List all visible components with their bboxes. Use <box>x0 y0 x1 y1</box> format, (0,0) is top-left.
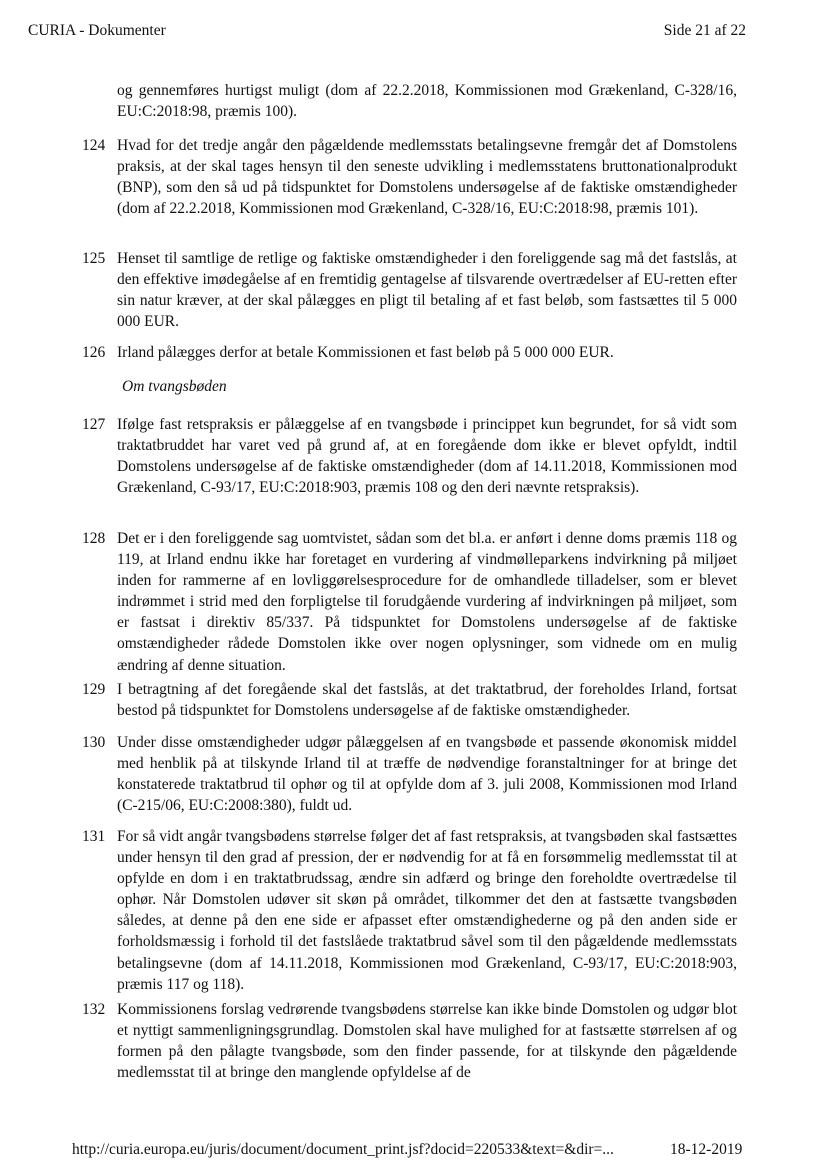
paragraph-text: Kommissionens forslag vedrørende tvangsbødens størrelse kan ikke binde Domstolen og udgør blot et nyttigt sammenligningsgrundlag. Domstolen skal have mulighed for at fastsætte størrelsen af og formen på den pålagte tvangsbøde, som den finder passende, for at tilskynde den pågældende medlemsstat til at bringe den manglende opfyldelse af de <box>117 1001 737 1082</box>
paragraph-number: 132 <box>82 1001 106 1018</box>
paragraph-number: 129 <box>82 681 106 698</box>
paragraph-text: Irland pålægges derfor at betale Kommissionen et fast beløb på 5 000 000 EUR. <box>117 344 614 361</box>
paragraph-text: Hvad for det tredje angår den pågældende medlemsstats betalingsevne fremgår det af Domstolens praksis, at der skal tages hensyn til den seneste udvikling i medlemsstatens bruttonationalprodukt (BNP), som den så ud på tidspunktet for Domstolens undersøgelse af de faktiske omstændigheder (dom af 22.2.2018, Kommissionen mod Grækenland, C-328/16, EU:C:2018:98, præmis 101). <box>117 137 737 218</box>
paragraph-text: I betragtning af det foregående skal det fastslås, at det traktatbrud, der foreholdes Irland, fortsat bestod på tidspunktet for Domstolens undersøgelse af de faktiske omstændigheder. <box>117 681 737 720</box>
paragraph-number: 131 <box>82 828 106 845</box>
paragraph-number: 124 <box>82 137 106 154</box>
section-subheading: Om tvangsbøden <box>122 378 227 395</box>
intro-paragraph: og gennemføres hurtigst muligt (dom af 22.2.2018, Kommissionen mod Grækenland, C-328/16, EU:C:2018:98, præmis 100). <box>117 82 737 121</box>
footer-url: http://curia.europa.eu/juris/document/document_print.jsf?docid=220533&text=&dir=... <box>72 1141 614 1158</box>
paragraph-text: Det er i den foreliggende sag uomtvistet, sådan som det bl.a. er anført i denne doms præmis 118 og 119, at Irland endnu ikke har foretaget en vurdering af vindmølleparkens indvirkning på miljøet inden for rammerne af en lovliggørelsesprocedure for de omhandlede tilladelser, som er blevet indrømmet i strid med den forpligtelse til forudgående vurdering af indvirkningen på miljøet, som er fastsat i direktiv 85/337. På tidspunktet for Domstolens undersøgelse af de faktiske omstændigheder rådede Domstolen ikke over nogen oplysninger, som vidnede om en mulig ændring af denne situation. <box>117 530 737 674</box>
paragraph-number: 128 <box>82 530 106 547</box>
footer-date: 18-12-2019 <box>670 1141 743 1158</box>
paragraph-text: For så vidt angår tvangsbødens størrelse følger det af fast retspraksis, at tvangsbøden skal fastsættes under hensyn til den grad af pression, der er nødvendig for at få en forsømmelig medlemsstat til at opfylde en dom i en traktatbrudssag, ændre sin adfærd og bringe den foreholdte overtrædelse til ophør. Når Domstolen udøver sit skøn på området, tilkommer det den at fastsætte tvangsbøden således, at denne på den ene side er afpasset efter omstændighederne og på den anden side er forholdsmæssig i forhold til det fastslåede traktatbrud såvel som til den pågældende medlemsstats betalingsevne (dom af 14.11.2018, Kommissionen mod Grækenland, C-93/17, EU:C:2018:903, præmis 117 og 118). <box>117 828 737 993</box>
paragraph-number: 130 <box>82 734 106 751</box>
paragraph-number: 126 <box>82 344 106 361</box>
header-title: CURIA - Dokumenter <box>28 22 166 39</box>
paragraph-number: 125 <box>82 250 106 267</box>
paragraph-number: 127 <box>82 416 106 433</box>
paragraph-text: Henset til samtlige de retlige og faktiske omstændigheder i den foreliggende sag må det fastslås, at den effektive imødegåelse af en fremtidig gentagelse af tilsvarende overtrædelser af EU-retten efter sin natur kræver, at der skal pålægges en pligt til betaling af et fast beløb, som fastsættes til 5 000 000 EUR. <box>117 250 737 331</box>
paragraph-text: Under disse omstændigheder udgør pålæggelsen af en tvangsbøde et passende økonomisk middel med henblik på at tilskynde Irland til at træffe de nødvendige foranstaltninger for at bringe det konstaterede traktatbrud til ophør og til at opfylde dom af 3. juli 2008, Kommissionen mod Irland (C-215/06, EU:C:2008:380), fuldt ud. <box>117 734 737 815</box>
paragraph-text: Ifølge fast retspraksis er pålæggelse af en tvangsbøde i princippet kun begrundet, for så vidt som traktatbruddet har varet ved på grund af, at en foregående dom ikke er blevet opfyldt, indtil Domstolens undersøgelse af de faktiske omstændigheder (dom af 14.11.2018, Kommissionen mod Grækenland, C-93/17, EU:C:2018:903, præmis 108 og den deri nævnte retspraksis). <box>117 416 737 497</box>
header-page-number: Side 21 af 22 <box>663 22 746 39</box>
